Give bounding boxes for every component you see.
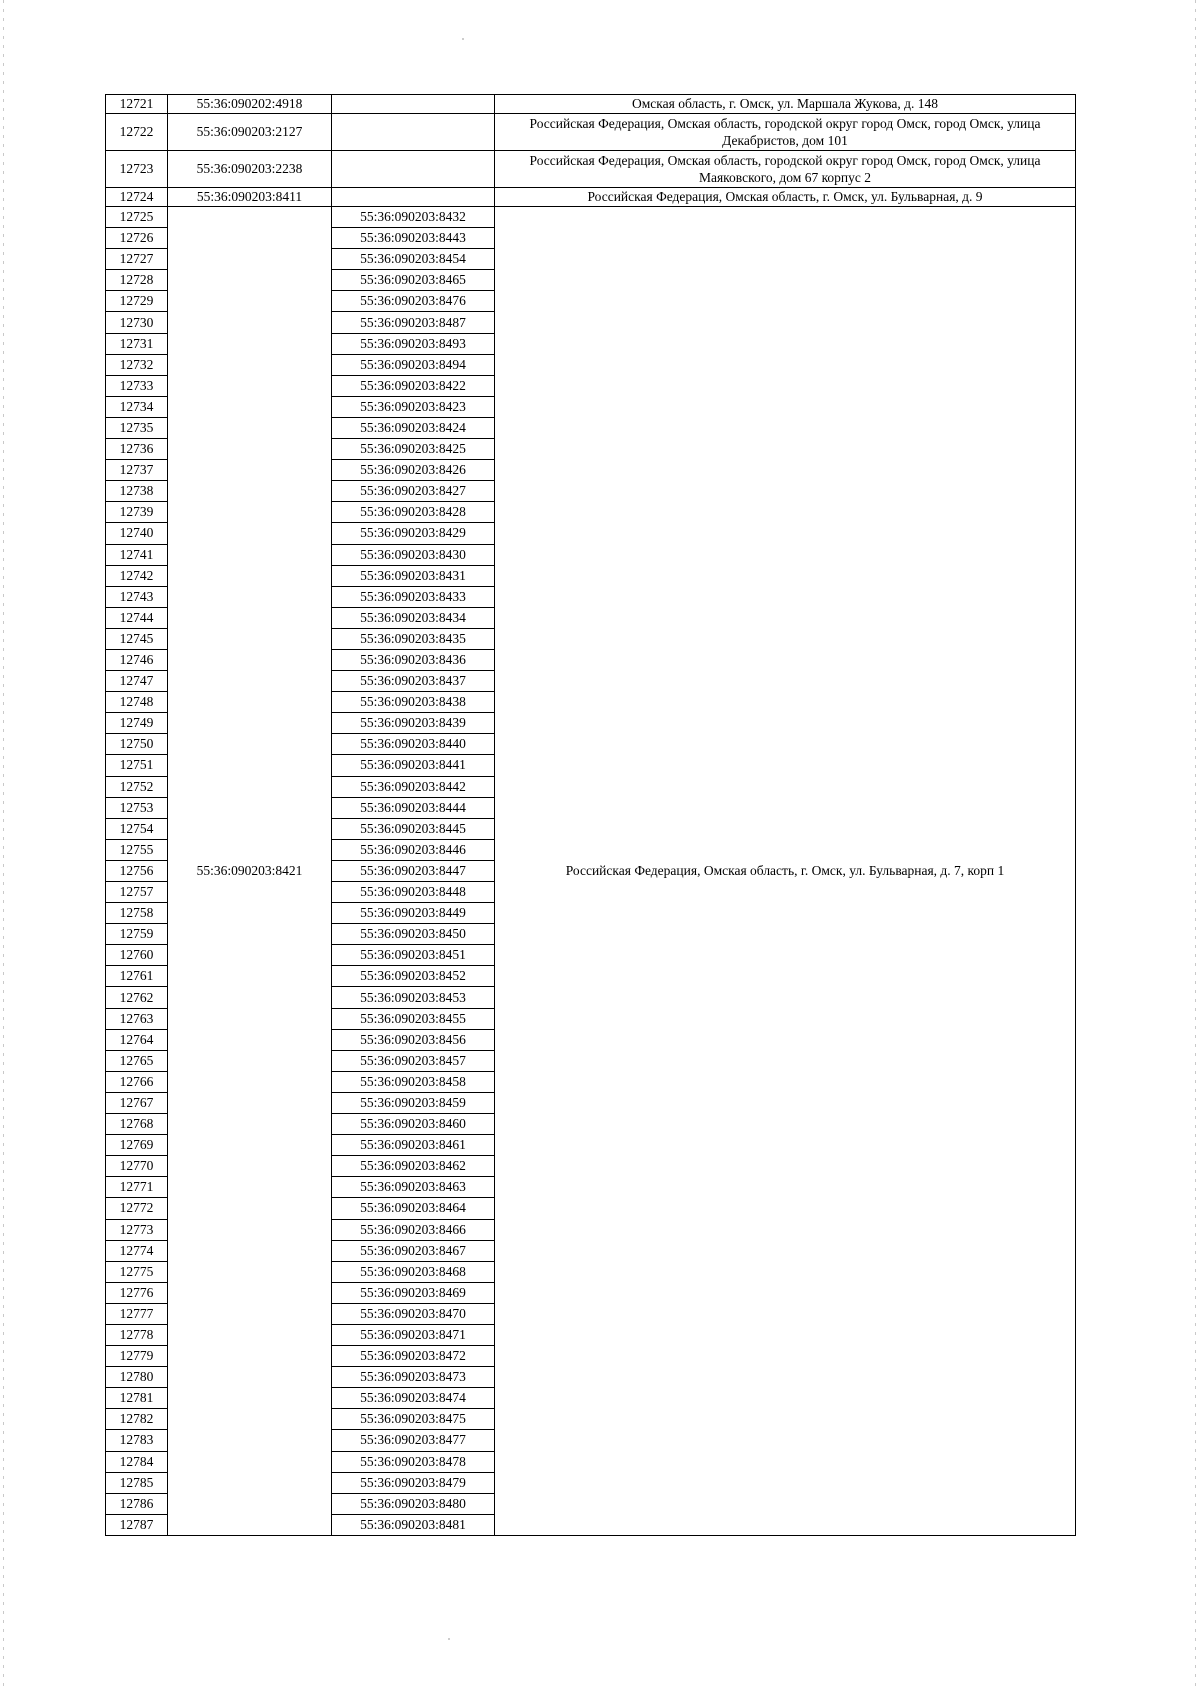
sub-cadastral-number: 55:36:090203:8475 (332, 1409, 495, 1430)
row-number: 12756 (106, 860, 168, 881)
sub-cadastral-number: 55:36:090203:8432 (332, 207, 495, 228)
sub-cadastral-number: 55:36:090203:8425 (332, 439, 495, 460)
row-number: 12745 (106, 628, 168, 649)
row-number: 12753 (106, 797, 168, 818)
row-number: 12766 (106, 1071, 168, 1092)
row-number: 12738 (106, 481, 168, 502)
scan-speck (462, 38, 464, 40)
row-number: 12735 (106, 417, 168, 438)
sub-cadastral-number: 55:36:090203:8457 (332, 1050, 495, 1071)
sub-cadastral-number: 55:36:090203:8443 (332, 228, 495, 249)
row-number: 12722 (106, 114, 168, 151)
table-row (106, 207, 1076, 228)
sub-cadastral-number: 55:36:090203:8465 (332, 270, 495, 291)
table-body (106, 95, 1076, 1536)
row-number: 12733 (106, 375, 168, 396)
sub-cadastral-number (332, 188, 495, 207)
sub-cadastral-number: 55:36:090203:8494 (332, 354, 495, 375)
row-number: 12763 (106, 1008, 168, 1029)
address-cell: Российская Федерация, Омская область, городской округ город Омск, город Омск, улица Декабристов, дом 101 (495, 114, 1076, 151)
row-number: 12739 (106, 502, 168, 523)
cadastral-number: 55:36:090203:8421 (168, 207, 332, 1536)
sub-cadastral-number: 55:36:090203:8453 (332, 987, 495, 1008)
row-number: 12770 (106, 1156, 168, 1177)
row-number: 12757 (106, 882, 168, 903)
cadastral-number: 55:36:090203:2127 (168, 114, 332, 151)
sub-cadastral-number: 55:36:090203:8436 (332, 649, 495, 670)
row-number: 12747 (106, 671, 168, 692)
row-number: 12780 (106, 1367, 168, 1388)
row-number: 12729 (106, 291, 168, 312)
row-number: 12743 (106, 586, 168, 607)
row-number: 12784 (106, 1451, 168, 1472)
sub-cadastral-number: 55:36:090203:8435 (332, 628, 495, 649)
sub-cadastral-number: 55:36:090203:8426 (332, 460, 495, 481)
row-number: 12764 (106, 1029, 168, 1050)
row-number: 12775 (106, 1261, 168, 1282)
row-number: 12761 (106, 966, 168, 987)
row-number: 12758 (106, 903, 168, 924)
row-number: 12728 (106, 270, 168, 291)
sub-cadastral-number: 55:36:090203:8474 (332, 1388, 495, 1409)
row-number: 12736 (106, 439, 168, 460)
row-number: 12769 (106, 1135, 168, 1156)
sub-cadastral-number: 55:36:090203:8493 (332, 333, 495, 354)
sub-cadastral-number: 55:36:090203:8441 (332, 755, 495, 776)
row-number: 12723 (106, 151, 168, 188)
row-number: 12779 (106, 1346, 168, 1367)
row-number: 12762 (106, 987, 168, 1008)
row-number: 12748 (106, 692, 168, 713)
sub-cadastral-number: 55:36:090203:8470 (332, 1303, 495, 1324)
sub-cadastral-number: 55:36:090203:8455 (332, 1008, 495, 1029)
sub-cadastral-number: 55:36:090203:8473 (332, 1367, 495, 1388)
row-number: 12774 (106, 1240, 168, 1261)
sub-cadastral-number: 55:36:090203:8456 (332, 1029, 495, 1050)
sub-cadastral-number: 55:36:090203:8431 (332, 565, 495, 586)
row-number: 12752 (106, 776, 168, 797)
row-number: 12771 (106, 1177, 168, 1198)
sub-cadastral-number: 55:36:090203:8480 (332, 1493, 495, 1514)
cadastral-table (105, 94, 1076, 1536)
sub-cadastral-number: 55:36:090203:8466 (332, 1219, 495, 1240)
sub-cadastral-number: 55:36:090203:8459 (332, 1092, 495, 1113)
sub-cadastral-number: 55:36:090203:8472 (332, 1346, 495, 1367)
sub-cadastral-number: 55:36:090203:8423 (332, 396, 495, 417)
row-number: 12773 (106, 1219, 168, 1240)
row-number: 12742 (106, 565, 168, 586)
row-number: 12727 (106, 249, 168, 270)
row-number: 12754 (106, 818, 168, 839)
table-row (106, 188, 1076, 207)
sub-cadastral-number (332, 114, 495, 151)
row-number: 12759 (106, 924, 168, 945)
address-cell: Российская Федерация, Омская область, г. Омск, ул. Бульварная, д. 9 (495, 188, 1076, 207)
sub-cadastral-number: 55:36:090203:8447 (332, 860, 495, 881)
row-number: 12785 (106, 1472, 168, 1493)
sub-cadastral-number: 55:36:090203:8481 (332, 1514, 495, 1535)
address-cell: Российская Федерация, Омская область, городской округ город Омск, город Омск, улица Маяковского, дом 67 корпус 2 (495, 151, 1076, 188)
table-row (106, 151, 1076, 188)
sub-cadastral-number: 55:36:090203:8458 (332, 1071, 495, 1092)
sub-cadastral-number: 55:36:090203:8429 (332, 523, 495, 544)
row-number: 12746 (106, 649, 168, 670)
sub-cadastral-number: 55:36:090203:8439 (332, 713, 495, 734)
sub-cadastral-number: 55:36:090203:8440 (332, 734, 495, 755)
sub-cadastral-number: 55:36:090203:8433 (332, 586, 495, 607)
row-number: 12744 (106, 607, 168, 628)
sub-cadastral-number: 55:36:090203:8438 (332, 692, 495, 713)
table-row (106, 95, 1076, 114)
sub-cadastral-number: 55:36:090203:8487 (332, 312, 495, 333)
row-number: 12734 (106, 396, 168, 417)
row-number: 12786 (106, 1493, 168, 1514)
sub-cadastral-number: 55:36:090203:8461 (332, 1135, 495, 1156)
sub-cadastral-number: 55:36:090203:8463 (332, 1177, 495, 1198)
sub-cadastral-number: 55:36:090203:8427 (332, 481, 495, 502)
sub-cadastral-number: 55:36:090203:8422 (332, 375, 495, 396)
sub-cadastral-number: 55:36:090203:8452 (332, 966, 495, 987)
sub-cadastral-number: 55:36:090203:8437 (332, 671, 495, 692)
row-number: 12750 (106, 734, 168, 755)
row-number: 12765 (106, 1050, 168, 1071)
row-number: 12737 (106, 460, 168, 481)
row-number: 12782 (106, 1409, 168, 1430)
sub-cadastral-number: 55:36:090203:8446 (332, 839, 495, 860)
sub-cadastral-number: 55:36:090203:8451 (332, 945, 495, 966)
sub-cadastral-number: 55:36:090203:8444 (332, 797, 495, 818)
cadastral-number: 55:36:090202:4918 (168, 95, 332, 114)
row-number: 12741 (106, 544, 168, 565)
sub-cadastral-number: 55:36:090203:8460 (332, 1114, 495, 1135)
sub-cadastral-number: 55:36:090203:8424 (332, 417, 495, 438)
sub-cadastral-number: 55:36:090203:8467 (332, 1240, 495, 1261)
sub-cadastral-number: 55:36:090203:8445 (332, 818, 495, 839)
row-number: 12760 (106, 945, 168, 966)
sub-cadastral-number: 55:36:090203:8428 (332, 502, 495, 523)
sub-cadastral-number (332, 151, 495, 188)
row-number: 12726 (106, 228, 168, 249)
row-number: 12721 (106, 95, 168, 114)
cadastral-number: 55:36:090203:2238 (168, 151, 332, 188)
row-number: 12724 (106, 188, 168, 207)
row-number: 12783 (106, 1430, 168, 1451)
sub-cadastral-number: 55:36:090203:8450 (332, 924, 495, 945)
sub-cadastral-number: 55:36:090203:8430 (332, 544, 495, 565)
row-number: 12749 (106, 713, 168, 734)
row-number: 12751 (106, 755, 168, 776)
row-number: 12740 (106, 523, 168, 544)
sub-cadastral-number: 55:36:090203:8464 (332, 1198, 495, 1219)
sub-cadastral-number: 55:36:090203:8479 (332, 1472, 495, 1493)
scan-edge-right (1195, 0, 1196, 1686)
row-number: 12755 (106, 839, 168, 860)
sub-cadastral-number: 55:36:090203:8442 (332, 776, 495, 797)
sub-cadastral-number: 55:36:090203:8462 (332, 1156, 495, 1177)
scan-speck (448, 1638, 450, 1640)
sub-cadastral-number: 55:36:090203:8434 (332, 607, 495, 628)
address-cell: Омская область, г. Омск, ул. Маршала Жукова, д. 148 (495, 95, 1076, 114)
row-number: 12776 (106, 1282, 168, 1303)
row-number: 12772 (106, 1198, 168, 1219)
row-number: 12730 (106, 312, 168, 333)
sub-cadastral-number: 55:36:090203:8471 (332, 1324, 495, 1345)
table-row (106, 114, 1076, 151)
row-number: 12781 (106, 1388, 168, 1409)
sub-cadastral-number: 55:36:090203:8477 (332, 1430, 495, 1451)
row-number: 12725 (106, 207, 168, 228)
sub-cadastral-number: 55:36:090203:8449 (332, 903, 495, 924)
address-cell: Российская Федерация, Омская область, г. Омск, ул. Бульварная, д. 7, корп 1 (495, 207, 1076, 1536)
sub-cadastral-number: 55:36:090203:8478 (332, 1451, 495, 1472)
row-number: 12778 (106, 1324, 168, 1345)
sub-cadastral-number: 55:36:090203:8448 (332, 882, 495, 903)
sub-cadastral-number: 55:36:090203:8476 (332, 291, 495, 312)
row-number: 12767 (106, 1092, 168, 1113)
row-number: 12787 (106, 1514, 168, 1535)
scan-edge-left (3, 0, 4, 1686)
cadastral-number: 55:36:090203:8411 (168, 188, 332, 207)
sub-cadastral-number: 55:36:090203:8454 (332, 249, 495, 270)
sub-cadastral-number: 55:36:090203:8468 (332, 1261, 495, 1282)
row-number: 12768 (106, 1114, 168, 1135)
row-number: 12732 (106, 354, 168, 375)
sub-cadastral-number (332, 95, 495, 114)
sub-cadastral-number: 55:36:090203:8469 (332, 1282, 495, 1303)
row-number: 12777 (106, 1303, 168, 1324)
row-number: 12731 (106, 333, 168, 354)
